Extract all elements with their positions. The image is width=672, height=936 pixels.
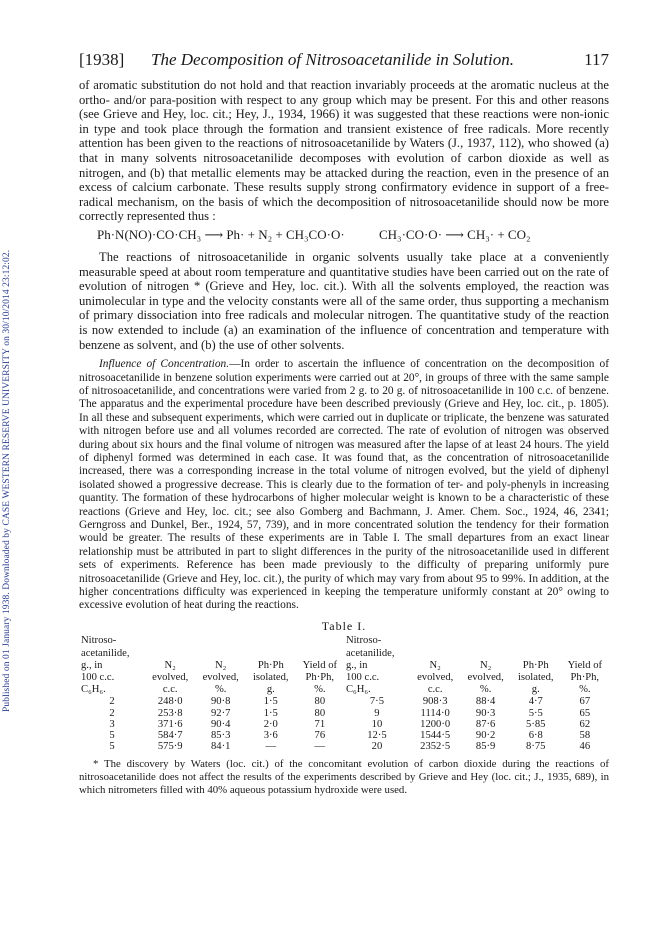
table-cell: 65 — [579, 707, 591, 719]
table-cell: 2 — [109, 696, 115, 708]
table-row — [79, 708, 609, 719]
table-cell: 46 — [579, 741, 591, 753]
table-header-row — [79, 684, 609, 696]
table-header-cell — [511, 635, 561, 647]
table-header-cell: isolated, — [517, 672, 554, 684]
table-header-cell — [195, 635, 245, 647]
table-header-cell: Ph·Ph — [257, 659, 284, 671]
table-cell: 1544·5 — [420, 730, 451, 742]
table-header-cell — [296, 648, 344, 660]
table-title: Table I. — [321, 618, 367, 633]
table-header-cell — [246, 635, 296, 647]
table-cell: 80 — [314, 707, 326, 719]
table-header-cell — [145, 648, 195, 660]
table-cell: 7·5 — [369, 696, 384, 708]
table-cell: 10 — [371, 718, 383, 730]
table-header-cell: c.c. — [427, 684, 443, 696]
footnote: * The discovery by Waters (loc. cit.) of the concomitant evolution of carbon dioxide during the reactions of nitrosoacetanilide does not affect the results of the experiments described by Grieve and Hey (loc. cit.; J., 1935, 689), in which nitrometers filled with 40% aqueous potassium hydroxide were used. — [79, 758, 609, 796]
table-cell: — — [314, 741, 326, 753]
table-cell: 1200·0 — [420, 718, 451, 730]
table-header-cell — [195, 648, 245, 660]
table-header-cell: evolved, — [202, 672, 239, 684]
table-cell: 4·7 — [528, 696, 543, 708]
table-header-cell: g. — [266, 684, 275, 696]
table-header-cell: N₂ — [429, 659, 441, 671]
article-body — [79, 78, 609, 796]
table-cell: 3·6 — [263, 730, 278, 742]
table-cell: 1·5 — [263, 707, 278, 719]
table-header-cell — [561, 635, 609, 647]
table-cell: 90·2 — [475, 730, 496, 742]
table-header-cell: 100 c.c. — [81, 672, 115, 684]
table-header-cell: evolved, — [467, 672, 504, 684]
table-cell: 5 — [109, 741, 115, 753]
table-header-cell: isolated, — [252, 672, 289, 684]
journal-year: [1938] — [79, 50, 125, 69]
reaction-equations — [79, 228, 609, 244]
table-header-cell — [561, 648, 609, 660]
table-header-row — [79, 635, 609, 647]
table-cell: 84·1 — [210, 741, 231, 753]
table-cell: 85·9 — [475, 741, 496, 753]
table-header-cell: %. — [214, 684, 227, 696]
table-header-cell: Nitroso- — [81, 635, 117, 647]
table-cell: 87·6 — [475, 718, 496, 730]
table-cell: 71 — [314, 718, 326, 730]
table-row — [79, 730, 609, 741]
table-header-row — [79, 648, 609, 660]
table-header-cell: evolved, — [152, 672, 189, 684]
table-cell: 1114·0 — [420, 707, 450, 719]
table-cell: 92·7 — [210, 707, 231, 719]
table-header-cell — [145, 635, 195, 647]
table-header-cell: g., in — [345, 659, 368, 671]
table-header-cell — [460, 648, 510, 660]
table-header-cell: N₂ — [164, 659, 176, 671]
table-header-cell: C₆H₆. — [81, 684, 106, 696]
table-cell: 1·5 — [263, 696, 278, 708]
table-cell: 3 — [109, 718, 115, 730]
table-header-cell: c.c. — [162, 684, 178, 696]
table-header-row — [79, 672, 609, 684]
table-cell: 584·7 — [157, 730, 183, 742]
paragraph-3 — [79, 358, 609, 613]
table-cell: 908·3 — [422, 696, 448, 708]
table-cell: 90·4 — [210, 718, 231, 730]
table-header-cell — [246, 648, 296, 660]
table-cell: 2·0 — [263, 718, 278, 730]
table-header-cell: acetanilide, — [81, 647, 130, 659]
table-cell: 9 — [374, 707, 380, 719]
equation-decomposition: Ph·N(NO)·CO·CH₃ ⟶ Ph· + N₂ + CH₃CO·O· — [97, 226, 345, 242]
table-cell: 5·5 — [528, 707, 543, 719]
table-header-cell: Ph·Ph, — [305, 672, 335, 684]
table-header-cell: Ph·Ph — [522, 659, 549, 671]
table-header-cell: N₂ — [479, 659, 492, 671]
running-header — [79, 50, 609, 72]
table-header-cell: acetanilide, — [345, 647, 395, 659]
table-cell: 575·9 — [157, 741, 183, 753]
table-header-cell: evolved, — [417, 672, 454, 684]
table-cell: 2352·5 — [420, 741, 451, 753]
table-header-cell — [410, 635, 460, 647]
table-cell: 20 — [371, 741, 383, 753]
table-cell: 62 — [579, 718, 591, 730]
table-header-cell: Nitroso- — [345, 635, 382, 647]
table-header-cell — [460, 635, 510, 647]
table-cell: 248·0 — [157, 696, 183, 708]
table-cell: 12·5 — [367, 730, 387, 742]
table-header-cell: Ph·Ph, — [570, 672, 600, 684]
table-cell: 76 — [314, 730, 326, 742]
table-cell: 6·8 — [528, 730, 543, 742]
table-header-cell: %. — [579, 684, 591, 696]
table-cell: 90·8 — [210, 696, 231, 708]
section-heading: Influence of Concentration. — [99, 358, 230, 371]
table-cell: 5 — [109, 730, 115, 742]
table-header-row — [79, 660, 609, 672]
table-header-cell: Yield of — [567, 659, 603, 671]
table-header-cell — [511, 648, 561, 660]
table-row — [79, 719, 609, 730]
table-header-cell: Yield of — [302, 659, 338, 671]
table-cell: 8·75 — [526, 741, 546, 753]
table-header-cell: g., in — [81, 659, 103, 671]
table-header-cell — [410, 648, 460, 660]
table-header-cell: %. — [314, 684, 326, 696]
table-header-cell: 100 c.c. — [345, 672, 380, 684]
equation-acetoxy: CH₃·CO·O· ⟶ CH₃· + CO₂ — [379, 226, 531, 242]
table-header-cell: %. — [479, 684, 492, 696]
table-header-cell: g. — [531, 684, 540, 696]
table-cell: 58 — [579, 730, 591, 742]
table-cell: 253·8 — [157, 707, 183, 719]
table-cell: 80 — [314, 696, 326, 708]
table-cell: — — [265, 741, 277, 753]
paragraph-1: of aromatic substitution do not hold and that reaction invariably proceeds at the aromatic nucleus at the ortho- and/or para-position with respect to any group which may be present. For this and other reasons (see Grieve and Hey, loc. cit.; Hey, J., 1934, 1966) it was suggested that these reactions were non-ionic in type and took place through the formation and transient existence of free radicals. More recently attention has been given to the reactions of nitrosoacetanilide by Waters (J., 1937, 112), who showed (a) that in many solvents nitrosoacetanilide decomposes with evolution of carbon dioxide as well as nitrogen, and (b) that metallic elements may be attacked during the reaction, even in the presence of an excess of calcium carbonate. These results supply strong confirmatory evidence in support of a free-radical mechanism, on the basis of which the decomposition of nitrosoacetanilide should now be more correctly represented thus : — [79, 78, 609, 224]
page-number: 117 — [584, 50, 609, 69]
table-cell: 85·3 — [210, 730, 231, 742]
table-header-cell: N₂ — [215, 659, 227, 671]
table-header-cell — [296, 635, 344, 647]
table-header-cell: C₆H₆. — [345, 684, 371, 696]
table-row — [79, 741, 609, 752]
table-cell: 88·4 — [475, 696, 496, 708]
table-row — [79, 696, 609, 707]
table-cell: 90·3 — [475, 707, 496, 719]
paragraph-3-text: —In order to ascertain the influence of concentration on the decomposition of nitrosoacetanilide in benzene solution experiments were carried out at 20°, in groups of three with the same sample of nitrosoacetanilide, and concentrations were varied from 2 g. to 20 g. of nitrosoacetanilide in 100 c.c. of benzene. The apparatus and the experimental procedure have been described previously (Grieve and Hey, loc. cit., p. 1805). In all these and subsequent experiments, which were carried out in duplicate or triplicate, the benzene was saturated with nitrogen before use and all volumes recorded are corrected. The rate of evolution of nitrogen was observed during about six hours and the final volume of nitrogen was measured after the lapse of at least 24 hours. The yield of diphenyl formed was determined in each case. It was found that, as the concentration of nitrosoacetanilide increased, there was a corresponding increase in the total volume of nitrogen evolved, but the yield of diphenyl isolated showed a progressive decrease. This is clearly due to the formation of ter- and poly-phenyls in increasing quantity. The formation of these hydrocarbons of higher molecular weight is known to be a characteristic of these reactions (Grieve and Hey, loc. cit.; see also Gomberg and Bachmann, J. Amer. Chem. Soc., 1924, 46, 2341; Gerngross and Dunkel, Ber., 1924, 57, 739), and in more concentrated solution the tendency for their formation would be greater. The results of these experiments are in Table I. The small departures from an exact linear relationship must be attributed in part to slight differences in the purity of the nitrosoacetanilide used in different sets of experiments. Reference has been made previously to the difficulty of preparing uniformly pure nitrosoacetanilide (Grieve and Hey, loc. cit.), the purity of which may vary from about 95 to 99%. In addition, at the higher concentrations difficulty was experienced in keeping the temperature uniformly constant at 20° owing to excessive evolution of heat during the reactions. — [79, 358, 610, 612]
running-title: The Decomposition of Nitrosoacetanilide in Solution. — [151, 50, 514, 69]
table-cell: 2 — [109, 707, 115, 719]
paragraph-2: The reactions of nitrosoacetanilide in organic solvents usually take place at a conveniently measurable speed at about room temperature and quantitative studies have been carried out on the rate of evolution of nitrogen * (Grieve and Hey, loc. cit.). With all the solvents employed, the reaction was unimolecular in type and the velocity constants were all of the same order, thus supporting a mechanism of primary dissociation into free radicals and molecular nitrogen. The quantitative study of the reaction is now extended to include (a) an examination of the influence of concentration and temperature with benzene as solvent, and (b) the use of other solvents. — [79, 249, 609, 352]
table-1 — [79, 635, 609, 752]
table-cell: 67 — [579, 696, 591, 708]
download-watermark: Published on 01 January 1938. Downloaded by CASE WESTERN RESERVE UNIVERSITY on 30/10/2014 23:12:02. — [2, 249, 12, 712]
table-cell: 5·85 — [526, 718, 546, 730]
table-cell: 371·6 — [157, 718, 183, 730]
